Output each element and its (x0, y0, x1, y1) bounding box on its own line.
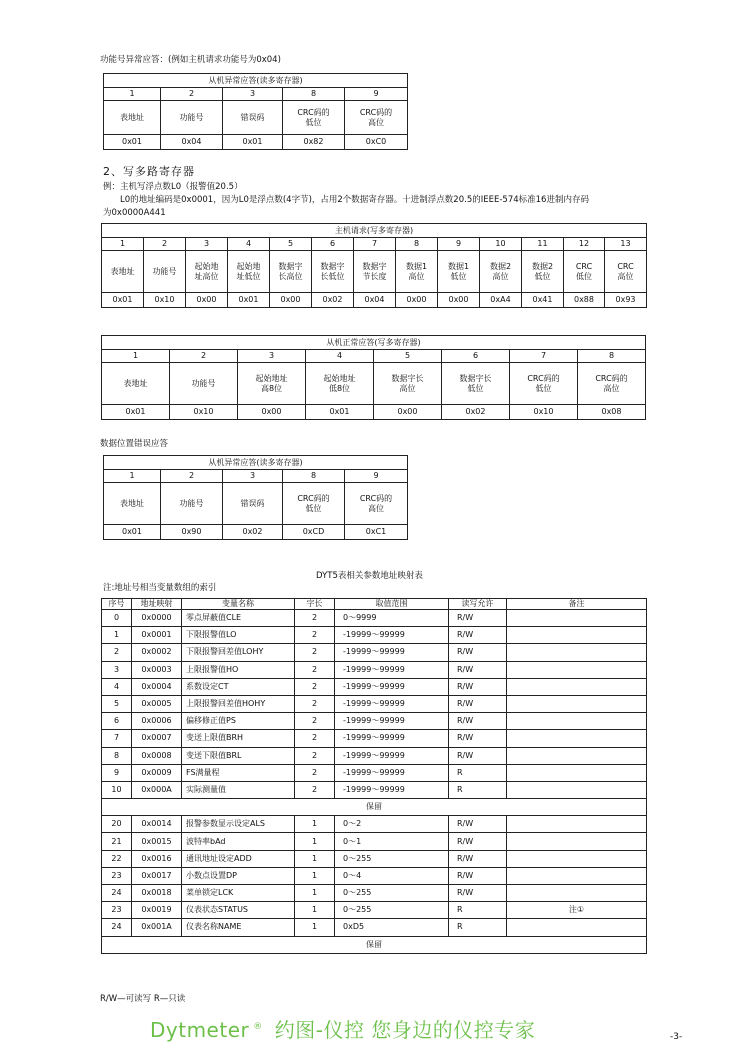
table-cell: -19999～99999 (335, 695, 449, 712)
table-cell: 2 (295, 644, 335, 661)
table-cell (507, 764, 647, 781)
table-cell: 2 (295, 764, 335, 781)
table-cell (507, 833, 647, 850)
table-cell: 0x0006 (132, 713, 182, 730)
cell-value: 0x00 (238, 405, 306, 420)
cell-label: 表地址 (102, 363, 170, 405)
table-cell: 9 (102, 764, 132, 781)
column-header: 取值范围 (335, 599, 449, 610)
cell-value: 0x93 (605, 293, 647, 308)
table-cell: 24 (102, 885, 132, 902)
table-cell (507, 919, 647, 936)
cell-label: 表地址 (104, 483, 161, 525)
table-cell: R (449, 764, 507, 781)
table-cell: R/W (449, 816, 507, 833)
table-cell: 注① (507, 902, 647, 919)
table-cell: R/W (449, 678, 507, 695)
table-cell: 23 (102, 867, 132, 884)
example-line: 为0x0000A441 (103, 208, 166, 218)
reserved-label: 保留 (102, 936, 647, 953)
table-row (102, 661, 647, 678)
cell-label: CRC码的 高位 (578, 363, 646, 405)
cell-label: 数据字长 高位 (374, 363, 442, 405)
table-caption: 从机正常应答(写多寄存器) (102, 336, 646, 350)
cell-label: 错误码 (223, 101, 283, 135)
footer-brand (150, 1014, 535, 1043)
cell-label: 功能号 (161, 101, 223, 135)
table-cell: 0x0007 (132, 730, 182, 747)
table-cell: 0x0005 (132, 695, 182, 712)
table-cell: 2 (295, 695, 335, 712)
cell-label: 数据1 低位 (438, 251, 480, 293)
table-cell: 2 (295, 747, 335, 764)
table-cell: -19999～99999 (335, 644, 449, 661)
table-cell: 0～255 (335, 902, 449, 919)
register-address-map-table (101, 598, 647, 954)
table-cell: R/W (449, 661, 507, 678)
table-cell (507, 747, 647, 764)
cell-value: 0x01 (306, 405, 374, 420)
table-cell: 0x0000 (132, 610, 182, 627)
page-number: -3- (670, 1032, 683, 1042)
table-cell: 8 (102, 747, 132, 764)
cell-label: 功能号 (170, 363, 238, 405)
cell-value: 0x82 (283, 135, 345, 150)
table-cell: 0x0019 (132, 902, 182, 919)
cell-value: 0x10 (144, 293, 186, 308)
table-cell: 0x0009 (132, 764, 182, 781)
cell-value: 0x04 (161, 135, 223, 150)
cell-label: 功能号 (144, 251, 186, 293)
table-cell: 1 (102, 627, 132, 644)
table-cell (507, 610, 647, 627)
table-cell: 下限报警回差值LOHY (182, 644, 295, 661)
cell-label: CRC码的 低位 (510, 363, 578, 405)
table-cell: 0x0002 (132, 644, 182, 661)
table-cell: 2 (295, 678, 335, 695)
table-row (102, 919, 647, 936)
table-cell: 23 (102, 902, 132, 919)
cell-value: 0x01 (104, 135, 161, 150)
table-cell: 0x0016 (132, 850, 182, 867)
table-cell: -19999～99999 (335, 661, 449, 678)
map-title: DYT5表相关参数地址映射表 (316, 571, 423, 581)
table-cell (507, 644, 647, 661)
cell-value: 0xA4 (480, 293, 522, 308)
cell-value: 0x02 (442, 405, 510, 420)
table-cell: R/W (449, 747, 507, 764)
table-cell: -19999～99999 (335, 781, 449, 798)
table-cell: 2 (295, 781, 335, 798)
exception-intro: 功能号异常应答：(例如主机请求功能号为0x04) (100, 55, 281, 65)
cell-number: 9 (345, 88, 408, 101)
cell-value: 0x00 (438, 293, 480, 308)
table-cell: R/W (449, 695, 507, 712)
example-line: L0的地址编码是0x0001，因为L0是浮点数(4字节)，占用2个数据寄存器。十进制浮点数20.5的IEEE-574标准16进制内存码 (120, 195, 589, 205)
table-cell: 3 (102, 661, 132, 678)
table-cell (507, 678, 647, 695)
cell-value: 0x90 (161, 525, 223, 540)
table-cell: 变送上限值BRH (182, 730, 295, 747)
table-cell: 0～1 (335, 833, 449, 850)
table-row (102, 747, 647, 764)
table-cell: 下限报警值LO (182, 627, 295, 644)
table-cell: 0x0001 (132, 627, 182, 644)
table-cell: 仪表名称NAME (182, 919, 295, 936)
cell-number: 5 (270, 238, 312, 251)
table-cell: 通讯地址设定ADD (182, 850, 295, 867)
cell-value: 0x41 (522, 293, 564, 308)
table-cell (507, 850, 647, 867)
table-cell (507, 695, 647, 712)
table-cell: -19999～99999 (335, 730, 449, 747)
table-cell (507, 781, 647, 798)
cell-value: 0xC0 (345, 135, 408, 150)
cell-label: CRC码的 低位 (283, 483, 345, 525)
cell-value: 0x04 (354, 293, 396, 308)
table-cell: R/W (449, 867, 507, 884)
table-cell: -19999～99999 (335, 713, 449, 730)
table-cell: 22 (102, 850, 132, 867)
table-cell: R/W (449, 730, 507, 747)
table-cell: R (449, 781, 507, 798)
cell-number: 1 (102, 350, 170, 363)
table-cell: 2 (295, 661, 335, 678)
table-cell: 1 (295, 833, 335, 850)
table-cell: 小数点设置DP (182, 867, 295, 884)
registered-mark: ® (253, 1022, 263, 1033)
column-header: 备注 (507, 599, 647, 610)
cell-label: 错误码 (223, 483, 283, 525)
cell-label: 数据1 高位 (396, 251, 438, 293)
cell-value: 0x01 (104, 525, 161, 540)
table-row (102, 816, 647, 833)
cell-number: 5 (374, 350, 442, 363)
cell-number: 10 (480, 238, 522, 251)
table-cell: 0x0003 (132, 661, 182, 678)
table-cell: 7 (102, 730, 132, 747)
cell-label: 起始地 址低位 (228, 251, 270, 293)
table-row (102, 833, 647, 850)
table-cell: 0x0004 (132, 678, 182, 695)
cell-number: 3 (223, 88, 283, 101)
table-cell (507, 713, 647, 730)
table-cell: 6 (102, 713, 132, 730)
table-cell: 0x0014 (132, 816, 182, 833)
table-cell: 1 (295, 867, 335, 884)
table-cell: 变送下限值BRL (182, 747, 295, 764)
table-cell: 5 (102, 695, 132, 712)
table-cell: -19999～99999 (335, 747, 449, 764)
cell-number: 3 (186, 238, 228, 251)
table-cell: FS满量程 (182, 764, 295, 781)
table-cell: R/W (449, 713, 507, 730)
cell-value: 0xC1 (345, 525, 408, 540)
table-cell: 1 (295, 902, 335, 919)
master-request-table (101, 223, 647, 308)
table-row (102, 764, 647, 781)
table-cell: 0～255 (335, 850, 449, 867)
table-cell: 0～2 (335, 816, 449, 833)
table-row (102, 695, 647, 712)
cell-label: 起始地 址高位 (186, 251, 228, 293)
cell-value: 0x08 (578, 405, 646, 420)
table-cell: 2 (295, 730, 335, 747)
cell-number: 4 (228, 238, 270, 251)
table-row (102, 713, 647, 730)
rw-legend: R/W—可读写 R—只读 (100, 994, 186, 1004)
cell-value: 0x02 (312, 293, 354, 308)
slave-normal-response-table (101, 335, 646, 420)
cell-label: 起始地址 低8位 (306, 363, 374, 405)
table-cell: R (449, 919, 507, 936)
cell-label: 数据2 高位 (480, 251, 522, 293)
column-header: 地址映射 (132, 599, 182, 610)
cell-number: 1 (102, 238, 144, 251)
table-cell: R/W (449, 833, 507, 850)
cell-label: 表地址 (104, 101, 161, 135)
table-cell: 实际测量值 (182, 781, 295, 798)
cell-label: 起始地址 高8位 (238, 363, 306, 405)
brand-name: Dytmeter (150, 1018, 250, 1042)
table-row (102, 850, 647, 867)
table-cell: 仪表状态STATUS (182, 902, 295, 919)
table-cell: 0～255 (335, 885, 449, 902)
cell-number: 6 (312, 238, 354, 251)
cell-value: 0x10 (510, 405, 578, 420)
table-caption: 从机异常应答(读多寄存器) (104, 456, 408, 470)
table-cell: 0～4 (335, 867, 449, 884)
table-cell: 10 (102, 781, 132, 798)
table-cell (507, 816, 647, 833)
table-cell: 0x000A (132, 781, 182, 798)
column-header: 字长 (295, 599, 335, 610)
cell-number: 2 (144, 238, 186, 251)
table-cell: R/W (449, 644, 507, 661)
cell-label: CRC码的 高位 (345, 483, 408, 525)
cell-value: 0x10 (170, 405, 238, 420)
table-cell: -19999～99999 (335, 764, 449, 781)
cell-number: 8 (578, 350, 646, 363)
table-row (102, 627, 647, 644)
reserved-label: 保留 (102, 799, 647, 816)
cell-value: 0x01 (228, 293, 270, 308)
table-cell: R/W (449, 850, 507, 867)
table-cell: R/W (449, 610, 507, 627)
table-cell: 偏移修正值PS (182, 713, 295, 730)
cell-label: 数据字 节长度 (354, 251, 396, 293)
exception-response-table-1 (103, 73, 408, 150)
table-cell: -19999～99999 (335, 678, 449, 695)
cell-label: 数据字 长高位 (270, 251, 312, 293)
table-cell (507, 627, 647, 644)
cell-number: 8 (396, 238, 438, 251)
map-note: 注:地址号相当变量数组的索引 (103, 583, 217, 593)
table-cell: R/W (449, 627, 507, 644)
table-cell: 2 (102, 644, 132, 661)
table-cell: 1 (295, 816, 335, 833)
cell-number: 4 (306, 350, 374, 363)
table-cell: 1 (295, 919, 335, 936)
cell-value: 0xCD (283, 525, 345, 540)
table-cell: 波特率bAd (182, 833, 295, 850)
cell-number: 3 (238, 350, 306, 363)
table-cell: 0x001A (132, 919, 182, 936)
table-row (102, 730, 647, 747)
cell-number: 7 (354, 238, 396, 251)
table-cell: 2 (295, 610, 335, 627)
table-cell (507, 661, 647, 678)
cell-value: 0x00 (396, 293, 438, 308)
column-header: 读写允许 (449, 599, 507, 610)
table-cell: 24 (102, 919, 132, 936)
table-cell (507, 730, 647, 747)
table-cell: 21 (102, 833, 132, 850)
data-error-title: 数据位置错误应答 (100, 439, 169, 449)
cell-label: 功能号 (161, 483, 223, 525)
table-cell (507, 867, 647, 884)
cell-value: 0x02 (223, 525, 283, 540)
example-line: 例：主机写浮点数L0（报警值20.5） (103, 182, 243, 192)
table-cell: 4 (102, 678, 132, 695)
exception-response-table-2 (103, 455, 408, 540)
table-row (102, 867, 647, 884)
cell-number: 12 (564, 238, 605, 251)
cell-value: 0x00 (270, 293, 312, 308)
table-row (102, 644, 647, 661)
cell-value: 0x00 (186, 293, 228, 308)
cell-value: 0x01 (102, 405, 170, 420)
reserved-row (102, 936, 647, 953)
table-cell: 上限报警值HO (182, 661, 295, 678)
section-heading: 2、写多路寄存器 (103, 165, 195, 178)
table-cell: 1 (295, 885, 335, 902)
cell-number: 7 (510, 350, 578, 363)
table-cell: 20 (102, 816, 132, 833)
cell-number: 2 (161, 88, 223, 101)
cell-label: 数据字长 低位 (442, 363, 510, 405)
cell-number: 8 (283, 470, 345, 483)
table-row (102, 678, 647, 695)
table-cell: 菜单锁定LCK (182, 885, 295, 902)
table-row (102, 610, 647, 627)
cell-number: 13 (605, 238, 647, 251)
cell-number: 6 (442, 350, 510, 363)
table-cell: 0xD5 (335, 919, 449, 936)
cell-value: 0x01 (102, 293, 144, 308)
table-row (102, 885, 647, 902)
reserved-row (102, 799, 647, 816)
cell-number: 1 (104, 470, 161, 483)
cell-label: CRC码的 高位 (345, 101, 408, 135)
table-cell: 1 (295, 850, 335, 867)
cell-number: 8 (283, 88, 345, 101)
table-cell: R (449, 902, 507, 919)
cell-label: 数据字 长低位 (312, 251, 354, 293)
column-header: 变量名称 (182, 599, 295, 610)
cell-number: 3 (223, 470, 283, 483)
cell-number: 9 (345, 470, 408, 483)
column-header: 序号 (102, 599, 132, 610)
table-cell: R/W (449, 885, 507, 902)
table-cell: -19999～99999 (335, 627, 449, 644)
table-cell (507, 885, 647, 902)
table-cell: 0～9999 (335, 610, 449, 627)
table-caption: 从机异常应答(读多寄存器) (104, 74, 408, 88)
table-cell: 上限报警回差值HOHY (182, 695, 295, 712)
table-cell: 报警参数显示设定ALS (182, 816, 295, 833)
cell-label: 数据2 低位 (522, 251, 564, 293)
cell-number: 1 (104, 88, 161, 101)
cell-label: CRC 低位 (564, 251, 605, 293)
cell-label: 表地址 (102, 251, 144, 293)
table-cell: 0 (102, 610, 132, 627)
table-cell: 0x0018 (132, 885, 182, 902)
cell-number: 9 (438, 238, 480, 251)
table-cell: 零点屏蔽值CLE (182, 610, 295, 627)
table-cell: 0x0015 (132, 833, 182, 850)
table-row (102, 781, 647, 798)
table-row (102, 902, 647, 919)
brand-slogan: 约图-仪控 您身边的仪控专家 (274, 1018, 536, 1042)
table-cell: 2 (295, 713, 335, 730)
table-cell: 系数设定CT (182, 678, 295, 695)
cell-label: CRC 高位 (605, 251, 647, 293)
cell-value: 0x88 (564, 293, 605, 308)
cell-value: 0x01 (223, 135, 283, 150)
table-cell: 0x0017 (132, 867, 182, 884)
table-caption: 主机请求(写多寄存器) (102, 224, 647, 238)
cell-value: 0x00 (374, 405, 442, 420)
cell-number: 2 (161, 470, 223, 483)
cell-number: 2 (170, 350, 238, 363)
table-cell: 0x0008 (132, 747, 182, 764)
cell-number: 11 (522, 238, 564, 251)
cell-label: CRC码的 低位 (283, 101, 345, 135)
table-cell: 2 (295, 627, 335, 644)
